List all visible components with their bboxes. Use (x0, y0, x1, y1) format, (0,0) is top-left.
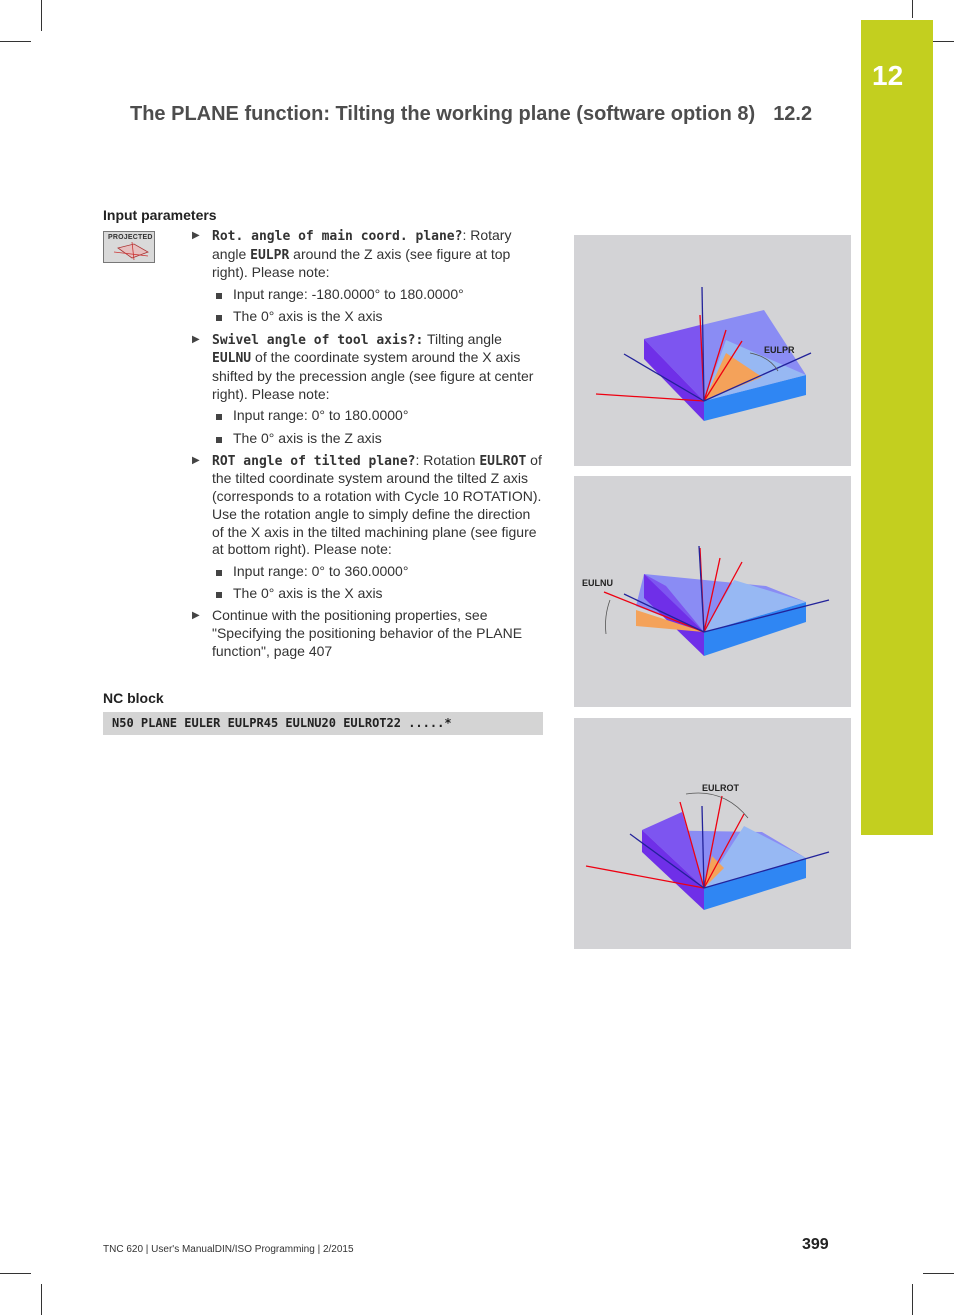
bullet-arrow-icon: ▶ (192, 454, 200, 466)
parameter-eulnu (192, 331, 544, 404)
parameter-text: of the tilted coordinate system around the tilted Z axis (corresponds to a rotation with Cycle 10 ROTATION). Use the rotation angle to simply define the direction of the X axis in the tilted machining plane (see figure at bottom right). Please note: (212, 451, 542, 558)
note-item (192, 308, 544, 326)
bullet-arrow-icon: ▶ (192, 333, 200, 345)
chapter-tab (861, 20, 933, 835)
projected-softkey-icon (103, 231, 155, 263)
note-item (192, 585, 544, 603)
parameter-keyword: EULNU (212, 351, 252, 367)
input-parameters-heading: Input parameters (103, 207, 217, 223)
parameter-list (192, 227, 544, 664)
crop-mark (912, 0, 913, 18)
figure-label: EULNU (582, 578, 613, 588)
figure-eulnu (574, 476, 851, 707)
crop-mark (923, 1273, 954, 1274)
figure-eulrot (574, 718, 851, 949)
note-item (192, 563, 544, 581)
note-text: Input range: -180.0000° to 180.0000° (233, 286, 464, 303)
figure-label: EULROT (702, 783, 739, 793)
parameter-eulpr (192, 227, 544, 282)
parameter-keyword: EULROT (479, 453, 527, 469)
note-text: The 0° axis is the X axis (233, 585, 383, 602)
nc-block-heading: NC block (103, 690, 164, 706)
crop-mark (41, 0, 42, 31)
note-text: Input range: 0° to 360.0000° (233, 562, 409, 579)
square-bullet-icon (216, 437, 222, 443)
chapter-number: 12 (872, 60, 904, 91)
square-bullet-icon (216, 315, 222, 321)
continue-item (192, 607, 544, 660)
square-bullet-icon (216, 414, 222, 420)
parameter-eulrot (192, 452, 544, 559)
parameter-keyword: EULPR (250, 247, 290, 263)
note-item (192, 407, 544, 425)
bullet-arrow-icon: ▶ (192, 610, 200, 622)
softkey-label: PROJECTED (108, 234, 153, 241)
parameter-text: around the Z axis (see figure at top right). Please note: (212, 245, 511, 281)
note-text: The 0° axis is the Z axis (233, 429, 382, 446)
parameter-prompt: Swivel angle of tool axis?: (212, 332, 424, 348)
figure-label: EULPR (764, 345, 795, 355)
note-item (192, 286, 544, 304)
note-text: The 0° axis is the X axis (233, 308, 383, 325)
note-text: Input range: 0° to 180.0000° (233, 407, 409, 424)
parameter-text: Tilting angle (423, 330, 502, 347)
crop-mark (0, 1273, 31, 1274)
square-bullet-icon (216, 592, 222, 598)
continue-link[interactable]: Continue with the positioning properties, see "Specifying the positioning behavior of the PLANE function", page 407 (212, 607, 523, 659)
square-bullet-icon (216, 293, 222, 299)
crop-mark (41, 1284, 42, 1315)
page-number: 399 (802, 1236, 829, 1253)
page-header (130, 103, 812, 126)
parameter-text: of the coordinate system around the X axis shifted by the precession angle (see figure at center right). Please note: (212, 349, 534, 402)
parameter-prompt: ROT angle of tilted plane? (212, 453, 416, 469)
square-bullet-icon (216, 570, 222, 576)
bullet-arrow-icon: ▶ (192, 230, 200, 241)
header-section: 12.2 (773, 103, 813, 125)
parameter-text: : Rotary angle (212, 227, 512, 262)
nc-block-code: N50 PLANE EULER EULPR45 EULNU20 EULROT22 .....* (103, 712, 543, 735)
parameter-text: : Rotation (415, 451, 480, 468)
note-item (192, 430, 544, 448)
crop-mark (912, 1284, 913, 1315)
page-footer: TNC 620 | User's ManualDIN/ISO Programming | 2/2015 (103, 1244, 354, 1255)
parameter-prompt: Rot. angle of main coord. plane? (212, 229, 463, 244)
header-title: The PLANE function: Tilting the working plane (software option 8) (130, 103, 756, 125)
figure-eulpr (574, 235, 851, 466)
crop-mark (0, 41, 31, 42)
